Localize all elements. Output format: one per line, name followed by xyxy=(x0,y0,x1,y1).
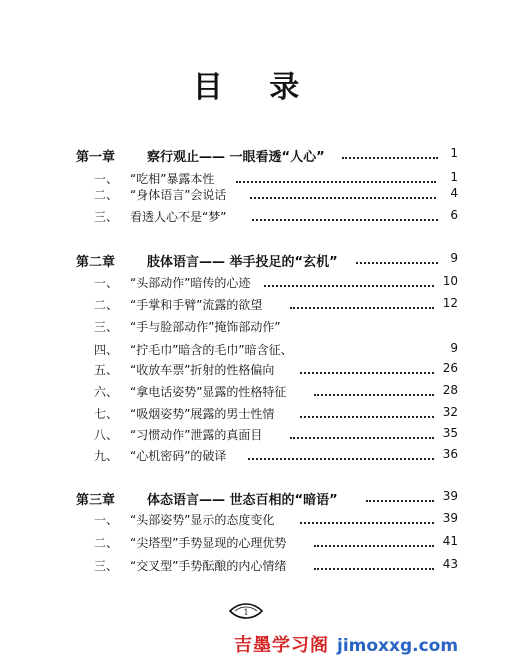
item-text: “心机密码”的破译 xyxy=(130,449,227,463)
dot-leader xyxy=(342,157,438,159)
dot-leader xyxy=(236,181,436,183)
dot-leader xyxy=(290,437,434,439)
dot-leader xyxy=(290,307,434,309)
item-number: 三、 xyxy=(94,559,119,573)
toc-item[interactable] xyxy=(0,447,510,467)
dot-leader xyxy=(366,500,434,502)
page-number: 35 xyxy=(442,426,458,440)
item-number: 三、 xyxy=(94,320,119,334)
item-text: “交叉型”手势酝酿的内心情绪 xyxy=(130,559,287,573)
item-number: 二、 xyxy=(94,188,119,202)
item-text: 看透人心不是“梦” xyxy=(130,210,227,224)
page-number: 6 xyxy=(450,208,458,222)
dot-leader xyxy=(264,285,434,287)
footer-page-number: 1 xyxy=(243,608,249,617)
toc-item[interactable] xyxy=(0,341,510,361)
toc-item[interactable] xyxy=(0,426,510,446)
item-number: 二、 xyxy=(94,536,119,550)
item-number: 四、 xyxy=(94,343,119,357)
watermark-url: jimoxxg.com xyxy=(337,636,459,656)
page-number: 12 xyxy=(442,296,458,310)
toc-item[interactable] xyxy=(0,296,510,316)
item-text: “头部姿势”显示的态度变化 xyxy=(130,513,275,527)
chapter-row[interactable] xyxy=(0,146,510,166)
toc-item[interactable] xyxy=(0,361,510,381)
page-number: 41 xyxy=(442,534,458,548)
watermark-text: 吉墨学习阁 xyxy=(234,635,329,656)
item-text: “头部动作”暗传的心迹 xyxy=(130,276,251,290)
page-number: 10 xyxy=(442,274,458,288)
item-number: 一、 xyxy=(94,513,119,527)
dot-leader xyxy=(356,262,438,264)
chapter-label: 第二章 xyxy=(76,255,116,270)
item-text: “习惯动作”泄露的真面目 xyxy=(130,428,263,442)
page-number: 9 xyxy=(450,251,458,265)
toc-item[interactable] xyxy=(0,383,510,403)
item-number: 七、 xyxy=(94,407,119,421)
item-text: “吸烟姿势”展露的男士性情 xyxy=(130,407,275,421)
page-number: 39 xyxy=(442,489,458,503)
item-text: “手掌和手臂”流露的欲望 xyxy=(130,298,263,312)
item-number: 一、 xyxy=(94,172,119,186)
toc-item[interactable] xyxy=(0,208,510,228)
chapter-title: 体态语言—— 世态百相的“暗语” xyxy=(147,493,338,508)
item-text: “收放车票”折射的性格偏向 xyxy=(130,363,275,377)
item-number: 一、 xyxy=(94,276,119,290)
item-number: 九、 xyxy=(94,449,119,463)
page-number: 39 xyxy=(442,511,458,525)
chapter-label: 第三章 xyxy=(76,493,116,508)
item-number: 八、 xyxy=(94,428,119,442)
page-number-ornament xyxy=(229,603,263,619)
chapter-row[interactable] xyxy=(0,489,510,509)
toc-item[interactable] xyxy=(0,557,510,577)
page-number: 43 xyxy=(442,557,458,571)
chapter-label: 第一章 xyxy=(76,150,116,165)
item-text: “手与脸部动作”掩饰部动作” xyxy=(130,320,281,334)
toc-item[interactable] xyxy=(0,318,510,338)
chapter-row[interactable] xyxy=(0,251,510,271)
dot-leader xyxy=(314,394,434,396)
page-number: 1 xyxy=(450,146,458,160)
chapter-title: 肢体语言—— 举手投足的“玄机” xyxy=(147,255,338,270)
item-number: 二、 xyxy=(94,298,119,312)
item-number: 五、 xyxy=(94,363,119,377)
dot-leader xyxy=(314,568,434,570)
chapter-title: 察行观止—— 一眼看透“人心” xyxy=(147,150,325,165)
page-number: 1 xyxy=(450,170,458,184)
toc-item[interactable] xyxy=(0,405,510,425)
item-text: “尖塔型”手势显现的心理优势 xyxy=(130,536,287,550)
item-text: “拧毛巾”暗含的毛巾”暗含征、 xyxy=(130,343,293,357)
page-number: 36 xyxy=(442,447,458,461)
dot-leader xyxy=(248,458,434,460)
item-text: “拿电话姿势”显露的性格特征 xyxy=(130,385,287,399)
dot-leader xyxy=(314,545,434,547)
toc-item[interactable] xyxy=(0,534,510,554)
dot-leader xyxy=(252,219,438,221)
page-number: 9 xyxy=(450,341,458,355)
dot-leader xyxy=(250,197,436,199)
item-text: “身体语言”会说话 xyxy=(130,188,227,202)
dot-leader xyxy=(300,522,434,524)
page-number: 4 xyxy=(450,186,458,200)
toc-item[interactable] xyxy=(0,186,510,206)
item-number: 六、 xyxy=(94,385,119,399)
page-number: 26 xyxy=(442,361,458,375)
item-number: 三、 xyxy=(94,210,119,224)
dot-leader xyxy=(300,416,434,418)
toc-item[interactable] xyxy=(0,511,510,531)
page-number: 32 xyxy=(442,405,458,419)
item-text: “吃相”暴露本性 xyxy=(130,172,215,186)
watermark xyxy=(234,631,458,657)
page-number: 28 xyxy=(442,383,458,397)
dot-leader xyxy=(300,372,434,374)
toc-item[interactable] xyxy=(0,274,510,294)
page-title: 目 录 xyxy=(192,70,318,105)
